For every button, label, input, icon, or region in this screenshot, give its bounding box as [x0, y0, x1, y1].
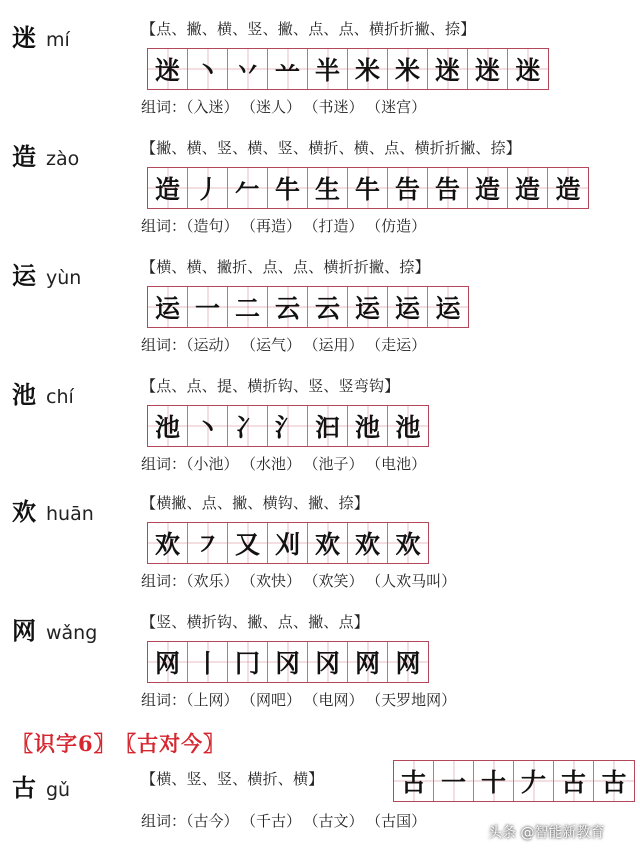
- stroke-cell: [434, 761, 474, 801]
- stroke-glyph: 氵: [274, 413, 300, 442]
- stroke-glyph: 造: [555, 175, 581, 204]
- stroke-cell: [348, 287, 388, 327]
- stroke-cell: [268, 49, 308, 89]
- example-word: （迷宫）: [373, 98, 427, 116]
- stroke-cell: [188, 523, 228, 563]
- section-lesson-label: 〖识字6〗: [12, 731, 116, 756]
- stroke-order: 【横撇、点、撇、横钩、撇、捺】: [141, 494, 370, 512]
- example-word: （水池）: [248, 455, 302, 473]
- character: 池: [12, 380, 36, 409]
- stroke-order: 【横、竖、竖、横折、横】: [141, 770, 324, 788]
- stroke-cell: [268, 523, 308, 563]
- stroke-cell: [148, 287, 188, 327]
- pinyin: wǎng: [46, 622, 98, 644]
- stroke-cell: [594, 761, 634, 801]
- stroke-cell: [188, 49, 228, 89]
- stroke-glyph: 运: [154, 294, 180, 323]
- stroke-glyph: 又: [234, 530, 260, 559]
- stroke-cell: [308, 523, 348, 563]
- example-word: （迷人）: [248, 98, 302, 116]
- example-word: （人欢马叫）: [373, 572, 457, 590]
- stroke-glyph: 造: [154, 175, 180, 204]
- pinyin: huān: [46, 503, 94, 525]
- character-heading: [12, 256, 81, 291]
- stroke-glyph: 池: [154, 413, 180, 442]
- stroke-cell: [268, 168, 308, 208]
- stroke-cell: [148, 642, 188, 682]
- pinyin: yùn: [46, 267, 82, 289]
- stroke-cell: [348, 406, 388, 446]
- stroke-glyph: 网: [395, 649, 421, 678]
- stroke-glyph: 云: [274, 294, 300, 323]
- stroke-cell: [428, 287, 468, 327]
- example-word: （电池）: [373, 455, 427, 473]
- stroke-cell: [308, 406, 348, 446]
- stroke-cell: [388, 49, 428, 89]
- example-word: （造句）: [186, 217, 239, 235]
- example-word: （欢笑）: [311, 572, 364, 590]
- example-word: （运气）: [248, 336, 302, 354]
- stroke-cell: [148, 523, 188, 563]
- stroke-cell: [308, 287, 348, 327]
- stroke-glyph: 古: [560, 768, 586, 797]
- example-word: （仿造）: [373, 217, 427, 235]
- stroke-glyph: 告: [434, 175, 460, 204]
- stroke-glyph: 欢: [314, 530, 340, 559]
- stroke-glyph: 丨: [194, 649, 220, 678]
- stroke-glyph: 迷: [434, 56, 460, 85]
- stroke-cell: [348, 642, 388, 682]
- stroke-order: 【横、横、撇折、点、点、横折折撇、捺】: [141, 258, 430, 276]
- words-label: 组词：: [141, 455, 187, 473]
- stroke-glyph: 米: [354, 56, 380, 85]
- section-title-label: 〖古对今〗: [125, 731, 226, 756]
- example-words: [141, 810, 436, 831]
- stroke-cell: [554, 761, 594, 801]
- stroke-glyph: 十: [480, 768, 506, 797]
- stroke-glyph: 𠂉: [234, 175, 260, 204]
- stroke-glyph: 池: [354, 413, 380, 442]
- character-heading: [12, 611, 97, 646]
- character: 运: [12, 261, 36, 290]
- stroke-cell: [508, 49, 548, 89]
- stroke-glyph: 丷: [234, 56, 260, 85]
- example-word: （古文）: [311, 812, 364, 830]
- stroke-glyph: 𠂇: [520, 768, 546, 797]
- stroke-glyph: 一: [440, 768, 466, 797]
- stroke-order-grid: [147, 522, 429, 564]
- stroke-glyph: 冈: [274, 649, 300, 678]
- character: 造: [12, 142, 36, 171]
- character: 欢: [12, 497, 36, 526]
- character: 迷: [12, 23, 36, 52]
- stroke-cell: [428, 49, 468, 89]
- example-word: （电网）: [311, 691, 364, 709]
- example-word: （网吧）: [248, 691, 302, 709]
- example-word: （打造）: [311, 217, 364, 235]
- stroke-order-grid: [147, 48, 549, 90]
- character-heading: [12, 375, 74, 410]
- stroke-cell: [348, 523, 388, 563]
- stroke-cell: [228, 642, 268, 682]
- stroke-cell: [148, 49, 188, 89]
- stroke-glyph: 䒑: [274, 56, 300, 85]
- watermark: 头条 @智能新教育: [488, 825, 605, 841]
- words-label: 组词：: [141, 336, 187, 354]
- character: 古: [12, 773, 36, 802]
- stroke-cell: [228, 168, 268, 208]
- stroke-glyph: 运: [435, 294, 461, 323]
- stroke-cell: [188, 287, 228, 327]
- example-words: [141, 453, 436, 474]
- stroke-cell: [148, 406, 188, 446]
- stroke-glyph: 运: [394, 294, 420, 323]
- character-heading: [12, 768, 70, 803]
- stroke-cell: [268, 406, 308, 446]
- example-word: （欢乐）: [186, 572, 239, 590]
- stroke-cell: [428, 168, 468, 208]
- stroke-glyph: 迷: [515, 56, 541, 85]
- example-word: （古国）: [373, 812, 427, 830]
- stroke-glyph: 造: [474, 175, 500, 204]
- example-word: （池子）: [311, 455, 364, 473]
- pinyin: gǔ: [46, 779, 71, 801]
- stroke-cell: [474, 761, 514, 801]
- pinyin: mí: [46, 29, 70, 51]
- stroke-order-grid: [147, 286, 469, 328]
- stroke-cell: [348, 168, 388, 208]
- character-heading: [12, 137, 79, 172]
- stroke-order: 【点、撇、横、竖、撇、点、点、横折折撇、捺】: [141, 20, 476, 38]
- stroke-glyph: 迷: [154, 56, 180, 85]
- stroke-glyph: 冂: [234, 649, 260, 678]
- stroke-cell: [388, 168, 428, 208]
- stroke-order-grid: [393, 760, 635, 802]
- stroke-glyph: 汩: [314, 413, 340, 442]
- stroke-glyph: 二: [234, 294, 260, 323]
- stroke-cell: [468, 168, 508, 208]
- example-word: （古今）: [186, 812, 239, 830]
- stroke-cell: [188, 642, 228, 682]
- stroke-cell: [388, 523, 428, 563]
- stroke-cell: [388, 287, 428, 327]
- stroke-glyph: 刈: [274, 530, 300, 559]
- words-label: 组词：: [141, 98, 187, 116]
- example-words: [141, 689, 466, 710]
- section-heading: [12, 728, 235, 758]
- stroke-cell: [148, 168, 188, 208]
- character-heading: [12, 18, 70, 53]
- stroke-glyph: 米: [394, 56, 420, 85]
- words-label: 组词：: [141, 217, 187, 235]
- stroke-cell: [268, 287, 308, 327]
- stroke-glyph: 牛: [274, 175, 300, 204]
- example-word: （上网）: [186, 691, 239, 709]
- example-words: [141, 570, 466, 591]
- stroke-order-grid: [147, 405, 429, 447]
- stroke-cell: [388, 642, 428, 682]
- stroke-order: 【撇、横、竖、横、竖、横折、横、点、横折折撇、捺】: [141, 139, 522, 157]
- stroke-glyph: 冈: [314, 649, 340, 678]
- stroke-order-grid: [147, 641, 429, 683]
- example-word: （书迷）: [311, 98, 364, 116]
- stroke-cell: [188, 168, 228, 208]
- stroke-glyph: ㇇: [194, 530, 220, 559]
- stroke-glyph: 欢: [395, 530, 421, 559]
- stroke-order: 【点、点、提、横折钩、竖、竖弯钩】: [141, 377, 400, 395]
- stroke-cell: [348, 49, 388, 89]
- stroke-cell: [514, 761, 554, 801]
- example-word: （走运）: [373, 336, 427, 354]
- stroke-cell: [388, 406, 428, 446]
- pinyin: chí: [46, 386, 74, 408]
- words-label: 组词：: [141, 691, 187, 709]
- stroke-cell: [228, 523, 268, 563]
- stroke-glyph: 半: [314, 56, 340, 85]
- stroke-cell: [508, 168, 548, 208]
- stroke-cell: [188, 406, 228, 446]
- example-words: [141, 215, 436, 236]
- stroke-cell: [548, 168, 588, 208]
- example-words: [141, 334, 436, 355]
- example-word: （小池）: [186, 455, 239, 473]
- stroke-glyph: 运: [354, 294, 380, 323]
- stroke-glyph: 丿: [194, 175, 220, 204]
- stroke-glyph: 池: [395, 413, 421, 442]
- stroke-cell: [308, 49, 348, 89]
- words-label: 组词：: [141, 812, 187, 830]
- character-heading: [12, 492, 94, 527]
- stroke-cell: [468, 49, 508, 89]
- example-word: （欢快）: [248, 572, 302, 590]
- stroke-glyph: 网: [354, 649, 380, 678]
- stroke-cell: [228, 406, 268, 446]
- pinyin: zào: [46, 148, 80, 170]
- stroke-glyph: 冫: [234, 413, 260, 442]
- example-word: （天罗地网）: [373, 691, 457, 709]
- stroke-glyph: 牛: [354, 175, 380, 204]
- character: 网: [12, 616, 36, 645]
- stroke-glyph: 网: [154, 649, 180, 678]
- stroke-cell: [228, 49, 268, 89]
- stroke-cell: [268, 642, 308, 682]
- stroke-order: 【竖、横折钩、撇、点、撇、点】: [141, 613, 370, 631]
- example-word: （运动）: [186, 336, 239, 354]
- stroke-cell: [228, 287, 268, 327]
- example-word: （千古）: [248, 812, 302, 830]
- stroke-cell: [308, 642, 348, 682]
- stroke-glyph: 欢: [354, 530, 380, 559]
- stroke-glyph: 古: [601, 768, 627, 797]
- stroke-glyph: 造: [514, 175, 540, 204]
- stroke-cell: [308, 168, 348, 208]
- stroke-glyph: 告: [394, 175, 420, 204]
- stroke-glyph: 迷: [474, 56, 500, 85]
- stroke-cell: [394, 761, 434, 801]
- stroke-glyph: 古: [400, 768, 426, 797]
- stroke-glyph: 一: [194, 294, 220, 323]
- example-word: （再造）: [248, 217, 302, 235]
- example-word: （入迷）: [186, 98, 239, 116]
- words-label: 组词：: [141, 572, 187, 590]
- example-words: [141, 96, 436, 117]
- stroke-glyph: 欢: [154, 530, 180, 559]
- stroke-glyph: 丶: [194, 413, 220, 442]
- stroke-glyph: 云: [314, 294, 340, 323]
- example-word: （运用）: [311, 336, 364, 354]
- stroke-glyph: 生: [314, 175, 340, 204]
- stroke-order-grid: [147, 167, 589, 209]
- stroke-glyph: 丶: [194, 56, 220, 85]
